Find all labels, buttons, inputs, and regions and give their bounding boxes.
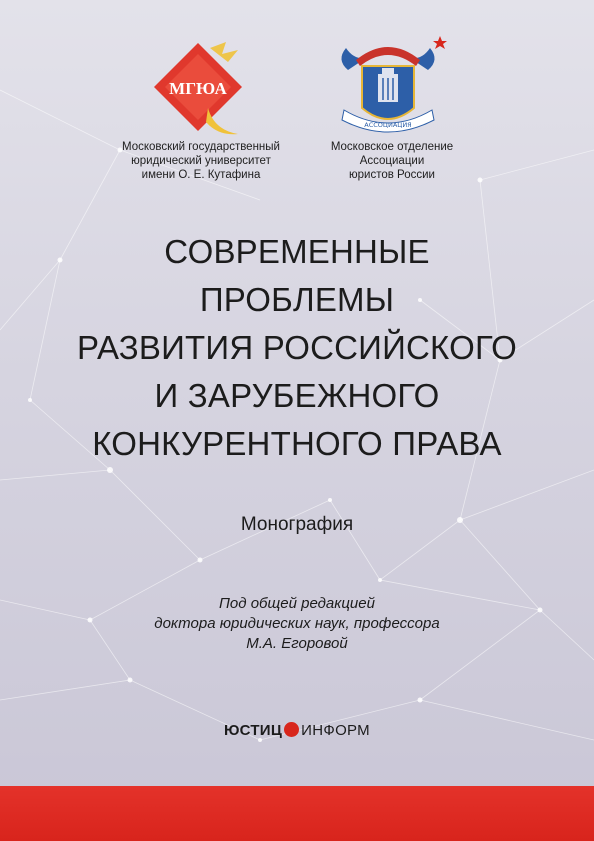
book-title <box>40 228 554 468</box>
association-caption-line: Ассоциации <box>359 155 425 167</box>
editor-line: доктора юридических наук, профессора <box>154 615 440 632</box>
editor-line: Под общей редакцией <box>219 595 375 612</box>
msal-logo-text: МГЮА <box>169 79 227 98</box>
msal-logo <box>148 40 248 140</box>
publisher-logo <box>0 722 594 739</box>
university-caption-line: имени О. Е. Кутафина <box>141 169 261 181</box>
lawyers-association-emblem <box>328 30 448 142</box>
editor-line: М.А. Егоровой <box>246 635 348 652</box>
book-genre: Монография <box>240 514 354 535</box>
title-line: СОВРЕМЕННЫЕ <box>164 233 430 270</box>
publisher-name-part1: ЮСТИЦ <box>224 722 283 739</box>
university-caption-line: Московский государственный <box>122 141 280 153</box>
university-caption-line: юридический университет <box>131 155 271 167</box>
association-caption-line: Московское отделение <box>330 141 454 153</box>
title-line: ПРОБЛЕМЫ <box>199 281 395 318</box>
title-line: И ЗАРУБЕЖНОГО <box>154 377 440 414</box>
publisher-name-part2: ИНФОРМ <box>301 722 370 739</box>
title-line: КОНКУРЕНТНОГО ПРАВА <box>92 425 502 462</box>
title-line: РАЗВИТИЯ РОССИЙСКОГО <box>76 329 518 366</box>
publisher-dot-icon <box>284 722 299 737</box>
university-caption <box>96 140 306 182</box>
association-caption <box>292 140 492 182</box>
bottom-red-band <box>0 786 594 841</box>
editor-credit <box>60 594 534 654</box>
emblem-ribbon-text: АССОЦИАЦИЯ <box>364 121 412 129</box>
association-caption-line: юристов России <box>349 169 435 181</box>
